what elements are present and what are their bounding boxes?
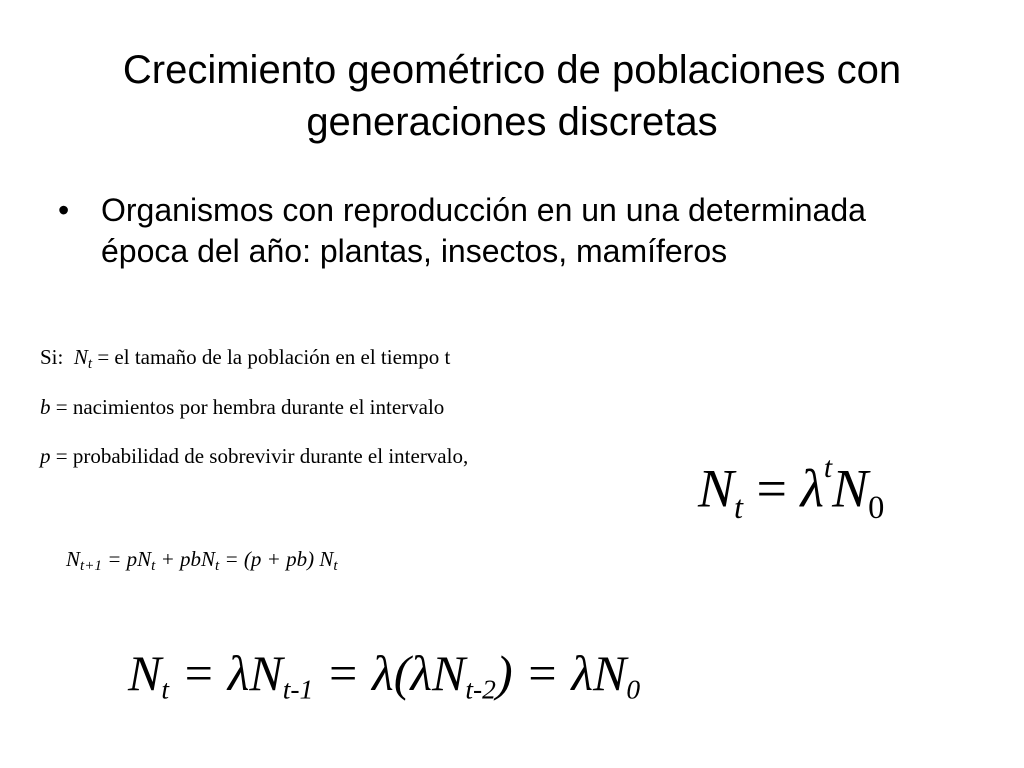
- slide-title: [40, 44, 984, 148]
- equation-recurrence: [66, 547, 338, 575]
- n-subscript: t: [87, 355, 93, 372]
- eq-mid-lhs: N: [66, 547, 81, 571]
- b-variable: b: [40, 395, 51, 419]
- eq-right-rhs-sub: 0: [868, 490, 885, 527]
- eq-mid-lhs-sub: t+1: [80, 557, 102, 574]
- b-description: = nacimientos por hembra durante el intervalo: [50, 395, 445, 419]
- eq-bottom-part2-sub: t-2: [465, 673, 496, 705]
- eq-mid-part1-sub: t: [151, 557, 156, 574]
- slide-title-line-1: Crecimiento geométrico de poblaciones con: [122, 48, 902, 92]
- eq-bottom-lhs-sub: t: [161, 673, 169, 705]
- eq-mid-part2-sub: t: [215, 557, 220, 574]
- eq-bottom-part3: ) = λN: [495, 645, 627, 701]
- eq-bottom-part3-sub: 0: [626, 673, 641, 705]
- equation-expansion: [128, 644, 640, 705]
- eq-bottom-lhs: N: [128, 645, 162, 701]
- n-variable: N: [73, 345, 88, 369]
- eq-mid-part3-sub: t: [333, 557, 338, 574]
- eq-right-equals: =: [743, 458, 801, 519]
- eq-right-lhs-sub: t: [734, 490, 744, 527]
- eq-mid-part1: = pN: [101, 547, 152, 571]
- p-description: = probabilidad de sobrevivir durante el intervalo,: [50, 444, 469, 468]
- p-variable: p: [40, 444, 51, 468]
- bullet-dot: •: [58, 192, 70, 228]
- si-prefix: Si:: [40, 345, 64, 369]
- slide-title-line-2: generaciones discretas: [306, 100, 718, 144]
- definition-survival: [40, 444, 468, 469]
- definition-population-size: [40, 345, 450, 373]
- definition-births: [40, 395, 444, 420]
- eq-right-lambda-sup: t: [823, 452, 833, 484]
- eq-right-rhs: N: [832, 458, 869, 519]
- eq-right-lhs: N: [698, 458, 735, 519]
- eq-mid-part2: + pbN: [155, 547, 216, 571]
- eq-bottom-part2: = λ(λN: [313, 645, 466, 701]
- eq-mid-part3: = (p + pb) N: [219, 547, 334, 571]
- eq-bottom-part1-sub: t-1: [282, 673, 314, 705]
- equation-geometric-growth: [698, 452, 884, 527]
- n-description: = el tamaño de la población en el tiempo t: [92, 345, 451, 369]
- bullet-text: Organismos con reproducción en un una determinada época del año: plantas, insectos, mamíferos: [101, 192, 866, 269]
- eq-bottom-part1: = λN: [169, 645, 283, 701]
- eq-right-lambda: λ: [800, 458, 824, 519]
